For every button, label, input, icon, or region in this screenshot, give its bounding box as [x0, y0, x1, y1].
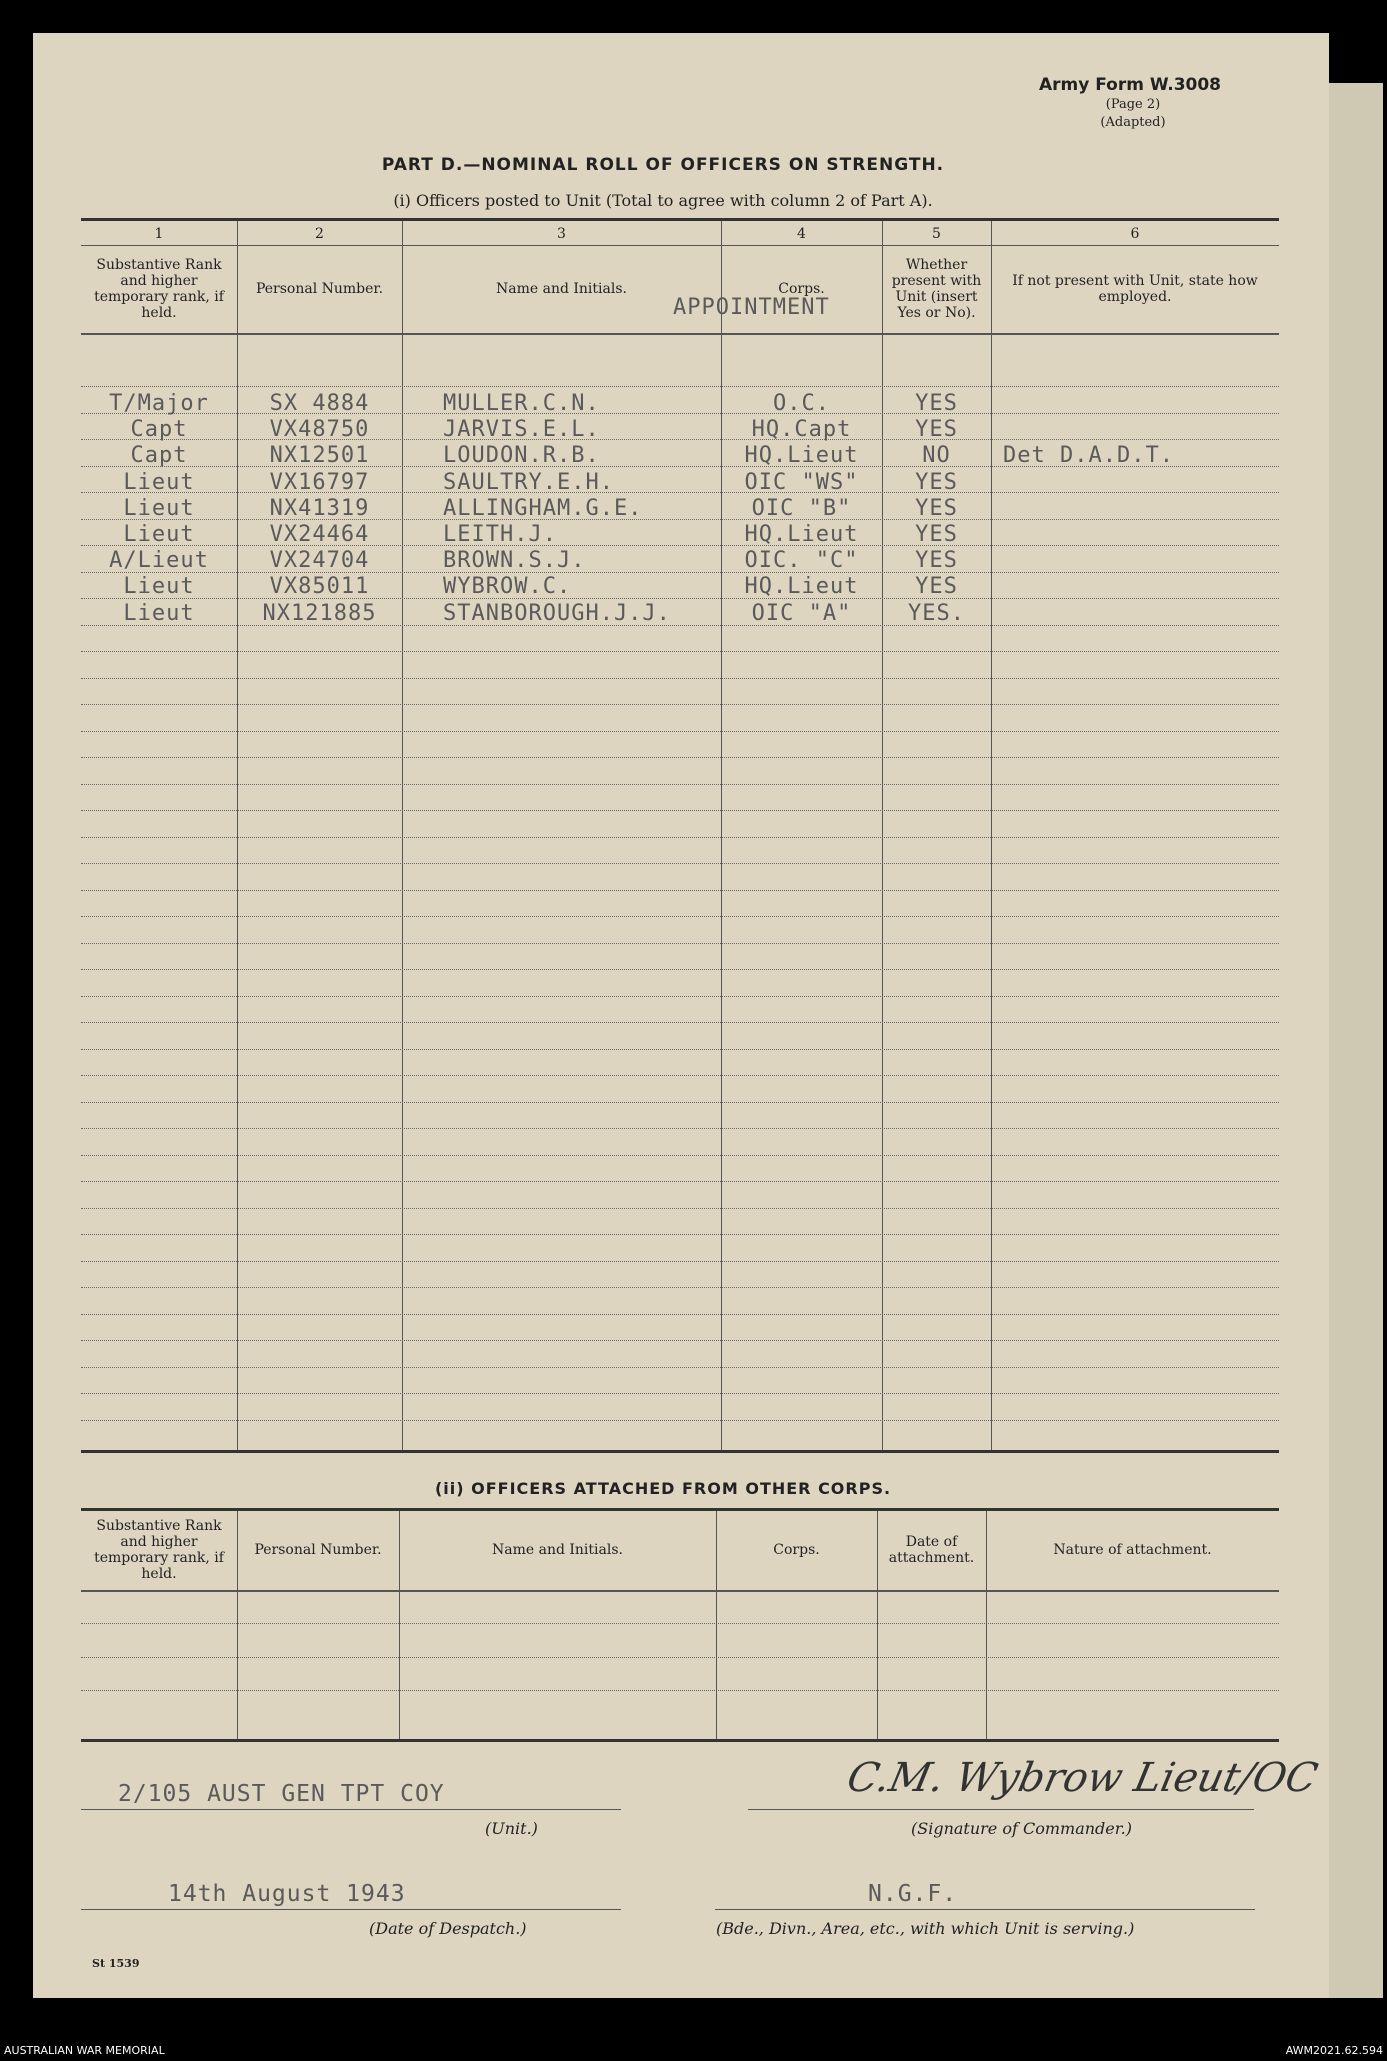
row-personal-number: VX85011	[269, 574, 370, 599]
row-name: LEITH.J.	[443, 522, 557, 547]
ruled-line	[81, 810, 1279, 811]
attached-header-name: Name and Initials.	[492, 1542, 623, 1558]
row-corps: HQ.Capt	[751, 417, 852, 442]
row-personal-number: NX41319	[269, 496, 370, 521]
form-adapted: (Adapted)	[1100, 115, 1166, 130]
ruled-line	[81, 1075, 1279, 1076]
ruled-line	[81, 704, 1279, 705]
row-rank: A/Lieut	[109, 548, 209, 573]
row-rank: Lieut	[123, 601, 195, 626]
row-name: ALLINGHAM.G.E.	[443, 496, 643, 521]
row-personal-number: SX 4884	[269, 391, 370, 416]
ruled-line	[81, 1208, 1279, 1209]
row-corps: OIC "B"	[751, 496, 852, 521]
row-personal-number: VX16797	[269, 470, 370, 495]
row-rank: T/Major	[109, 391, 209, 416]
ruled-line	[81, 943, 1279, 944]
row-rank: Lieut	[123, 574, 195, 599]
ruled-line	[81, 784, 1279, 785]
stock-number: St 1539	[92, 1957, 140, 1970]
ruled-line	[81, 1128, 1279, 1129]
ruled-line	[81, 731, 1279, 732]
ruled-line	[81, 1234, 1279, 1235]
col-number-5: 5	[932, 226, 941, 242]
row-personal-number: VX24464	[269, 522, 370, 547]
ruled-line	[81, 969, 1279, 970]
ruled-line	[81, 1367, 1279, 1368]
ruled-line	[81, 651, 1279, 652]
row-present: YES.	[908, 601, 965, 626]
corps-overtype: APPOINTMENT	[673, 295, 830, 320]
row-employed: Det D.A.D.T.	[1003, 443, 1174, 468]
ruled-line	[81, 1261, 1279, 1262]
row-name: MULLER.C.N.	[443, 391, 600, 416]
row-present: YES	[915, 496, 958, 521]
row-personal-number: VX48750	[269, 417, 370, 442]
ruled-line	[81, 890, 1279, 891]
ruled-line	[81, 916, 1279, 917]
ruled-line	[81, 1314, 1279, 1315]
ruled-line	[81, 1420, 1279, 1421]
header-personal-number: Personal Number.	[255, 281, 384, 297]
row-present: YES	[915, 391, 958, 416]
header-employed: If not present with Unit, state how employed.	[1012, 273, 1258, 305]
ruled-line	[81, 1393, 1279, 1394]
row-present: YES	[915, 470, 958, 495]
ruled-line	[81, 837, 1279, 838]
row-personal-number: VX24704	[269, 548, 370, 573]
despatch-date-label: (Date of Despatch.)	[369, 1919, 527, 1938]
row-rank: Lieut	[123, 522, 195, 547]
row-name: JARVIS.E.L.	[443, 417, 600, 442]
form-page: (Page 2)	[1105, 97, 1161, 112]
row-corps: O.C.	[773, 391, 830, 416]
header-corps: Corps.	[778, 281, 825, 297]
form-name: Army Form W.3008	[1039, 75, 1222, 95]
ruled-line	[81, 1102, 1279, 1103]
col-number-1: 1	[154, 226, 164, 242]
attached-header-date: Date of attachment.	[888, 1534, 975, 1566]
row-present: YES	[915, 548, 958, 573]
archive-credit: AUSTRALIAN WAR MEMORIAL	[4, 2044, 165, 2057]
underlying-sheet-edge	[1329, 83, 1383, 1998]
ruled-line	[81, 1049, 1279, 1050]
attached-header-rank: Substantive Rank and higher temporary rank, if held.	[94, 1518, 224, 1582]
bde-value: N.G.F.	[868, 1881, 958, 1907]
ruled-line	[81, 757, 1279, 758]
row-present: YES	[915, 522, 958, 547]
header-present: Whether present with Unit (insert Yes or No).	[891, 257, 982, 321]
row-corps: HQ.Lieut	[744, 574, 859, 599]
row-personal-number: NX121885	[262, 601, 377, 626]
row-name: SAULTRY.E.H.	[443, 470, 614, 495]
ruled-line	[81, 996, 1279, 997]
ruled-line	[81, 1022, 1279, 1023]
ruled-line	[81, 1181, 1279, 1182]
unit-label: (Unit.)	[485, 1819, 538, 1838]
attached-header-corps: Corps.	[773, 1542, 820, 1558]
row-name: WYBROW.C.	[443, 574, 572, 599]
signature-label: (Signature of Commander.)	[911, 1819, 1132, 1838]
col-number-6: 6	[1130, 226, 1140, 242]
ruled-line	[81, 678, 1279, 679]
row-present: YES	[915, 417, 958, 442]
row-name: BROWN.S.J.	[443, 548, 586, 573]
row-personal-number: NX12501	[269, 443, 370, 468]
row-corps: OIC. "C"	[744, 548, 859, 573]
ruled-line	[81, 863, 1279, 864]
row-corps: OIC "WS"	[744, 470, 859, 495]
row-name: LOUDON.R.B.	[443, 443, 600, 468]
attached-header-nature: Nature of attachment.	[1053, 1542, 1212, 1558]
attached-header-personal-number: Personal Number.	[254, 1542, 382, 1558]
archive-reference: AWM2021.62.594	[1285, 2044, 1383, 2057]
header-name: Name and Initials.	[496, 281, 627, 297]
part-d-title: PART D.—NOMINAL ROLL OF OFFICERS ON STRENGTH.	[381, 155, 945, 175]
row-name: STANBOROUGH.J.J.	[443, 601, 671, 626]
row-present: NO	[922, 443, 951, 468]
ruled-line	[81, 1155, 1279, 1156]
col-number-4: 4	[797, 226, 806, 242]
col-number-2: 2	[315, 226, 324, 242]
row-corps: OIC "A"	[751, 601, 852, 626]
row-corps: HQ.Lieut	[744, 443, 859, 468]
attached-title: (ii) OFFICERS ATTACHED FROM OTHER CORPS.	[434, 1479, 892, 1498]
row-rank: Lieut	[123, 496, 195, 521]
ruled-line	[81, 1340, 1279, 1341]
row-rank: Lieut	[123, 470, 195, 495]
commander-signature: C.M. Wybrow Lieut/OC	[843, 1755, 1322, 1801]
ruled-line	[81, 386, 1279, 387]
row-rank: Capt	[130, 443, 188, 468]
despatch-date-value: 14th August 1943	[168, 1881, 406, 1907]
row-corps: HQ.Lieut	[744, 522, 859, 547]
ruled-line	[81, 1287, 1279, 1288]
col-number-3: 3	[557, 226, 566, 242]
part-d-subtitle: (i) Officers posted to Unit (Total to agree with column 2 of Part A).	[393, 191, 933, 210]
header-rank: Substantive Rank and higher temporary rank, if held.	[94, 257, 224, 321]
unit-value: 2/105 AUST GEN TPT COY	[118, 1781, 445, 1807]
form-sheet	[33, 33, 1329, 1998]
row-rank: Capt	[130, 417, 188, 442]
bde-label: (Bde., Divn., Area, etc., with which Unit is serving.)	[716, 1919, 1135, 1938]
row-present: YES	[915, 574, 958, 599]
